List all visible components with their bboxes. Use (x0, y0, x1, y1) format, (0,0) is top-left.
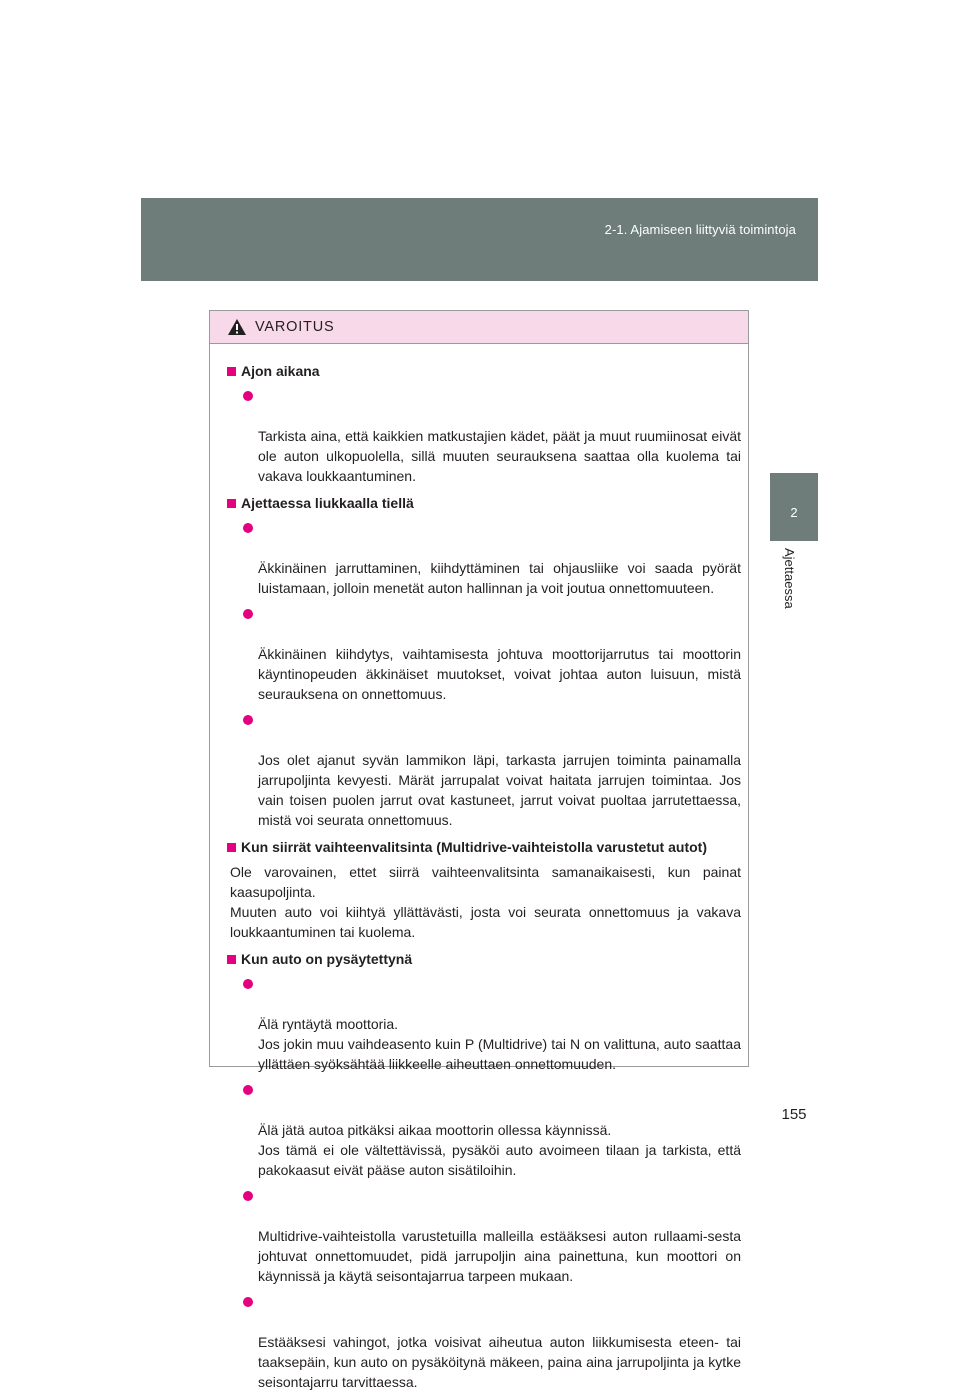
section-title (227, 837, 741, 857)
square-bullet-icon (227, 955, 236, 964)
square-bullet-icon (227, 843, 236, 852)
chapter-number: 2 (790, 505, 798, 520)
warning-header (210, 311, 748, 344)
bullet-item (243, 1186, 741, 1286)
bullet-item (243, 1292, 741, 1392)
dot-bullet-icon (243, 715, 253, 725)
dot-bullet-icon (243, 523, 253, 533)
bullet-text: Äkkinäinen kiihdytys, vaihtamisesta johtuva moottorijarrutus tai moottorin käyntinopeuden äkkinäiset muutokset, voivat johtaa auton luisuun, mistä seurauksena on onnettomuus. (258, 646, 741, 702)
section-title (227, 949, 741, 969)
chapter-label: Ajettaessa (782, 548, 797, 609)
bullet-item (243, 604, 741, 704)
section-title-text: Kun auto on pysäytettynä (241, 951, 413, 967)
dot-bullet-icon (243, 391, 253, 401)
warning-body (210, 344, 748, 1392)
header-title: 2-1. Ajamiseen liittyviä toimintoja (604, 222, 796, 237)
warning-triangle-icon (227, 318, 247, 336)
bullet-item (243, 1080, 741, 1180)
section-title-text: Ajettaessa liukkaalla tiellä (241, 495, 414, 511)
square-bullet-icon (227, 499, 236, 508)
square-bullet-icon (227, 367, 236, 376)
warning-box (209, 310, 749, 1390)
bullet-item (243, 974, 741, 1074)
section-title-text: Ajon aikana (241, 363, 320, 379)
dot-bullet-icon (243, 1085, 253, 1095)
bullet-text: Älä jätä autoa pitkäksi aikaa moottorin ollessa käynnissä. Jos tämä ei ole vältettävissä, pysäköi auto avoimeen tilaan ja tarkista, että pakokaasut eivät pääse auton sisätiloihin. (258, 1122, 741, 1178)
bullet-text: Multidrive-vaihteistolla varustetuilla malleilla estääksesi auton rullaami-sesta johtuvat onnettomuudet, pidä jarrupoljin aina painettuna, kun moottori on käynnissä ja käytä seisontajarrua tarpeen mukaan. (258, 1228, 741, 1284)
page-number: 155 (781, 1106, 807, 1123)
section-title-text: Kun siirrät vaihteenvalitsinta (Multidrive-vaihteistolla varustetut autot) (241, 839, 707, 855)
bullet-text: Äkkinäinen jarruttaminen, kiihdyttäminen tai ohjausliike voi saada pyörät luistamaan, jolloin menetät auton hallinnan ja voit joutua onnettomuuteen. (258, 560, 741, 596)
dot-bullet-icon (243, 979, 253, 989)
warning-title: VAROITUS (255, 319, 335, 335)
bullet-text: Älä ryntäytä moottoria. Jos jokin muu vaihdeasento kuin P (Multidrive) tai N on valittuna, auto saattaa yllättäen syöksähtää liikkeelle aiheuttaen onnettomuuden. (258, 1016, 741, 1072)
bullet-item (243, 386, 741, 486)
dot-bullet-icon (243, 609, 253, 619)
bullet-text: Tarkista aina, että kaikkien matkustajien kädet, päät ja muut ruumiinosat eivät ole auton ulkopuolella, sillä muuten seurauksena saattaa olla kuolema tai vakava loukkaantuminen. (258, 428, 741, 484)
section-paragraph: Ole varovainen, ettet siirrä vaihteenvalitsinta samanaikaisesti, kun painat kaasupoljinta. Muuten auto voi kiihtyä yllättävästi, josta voi seurata onnettomuus ja vakava loukkaantuminen tai kuolema. (230, 864, 741, 940)
dot-bullet-icon (243, 1297, 253, 1307)
header-band (141, 198, 818, 281)
bullet-text: Jos olet ajanut syvän lammikon läpi, tarkasta jarrujen toiminta painamalla jarrupoljinta kevyesti. Märät jarrupalat voivat haitata jarrujen toimintaa. Jos vain toisen puolen jarrut ovat kastuneet, jarrut voivat puoltaa jarrutettaessa, mistä voi seurata onnettomuus. (258, 752, 741, 828)
dot-bullet-icon (243, 1191, 253, 1201)
bullet-item (243, 518, 741, 598)
chapter-tab (770, 473, 818, 541)
section-title (227, 493, 741, 513)
bullet-text: Estääksesi vahingot, jotka voisivat aiheutua auton liikkumisesta eteen- tai taaksepäin, kun auto on pysäköitynä mäkeen, paina aina jarrupoljinta ja kytke seisontajarru tarvittaessa. (258, 1334, 741, 1390)
section-title (227, 361, 741, 381)
bullet-item (243, 710, 741, 830)
